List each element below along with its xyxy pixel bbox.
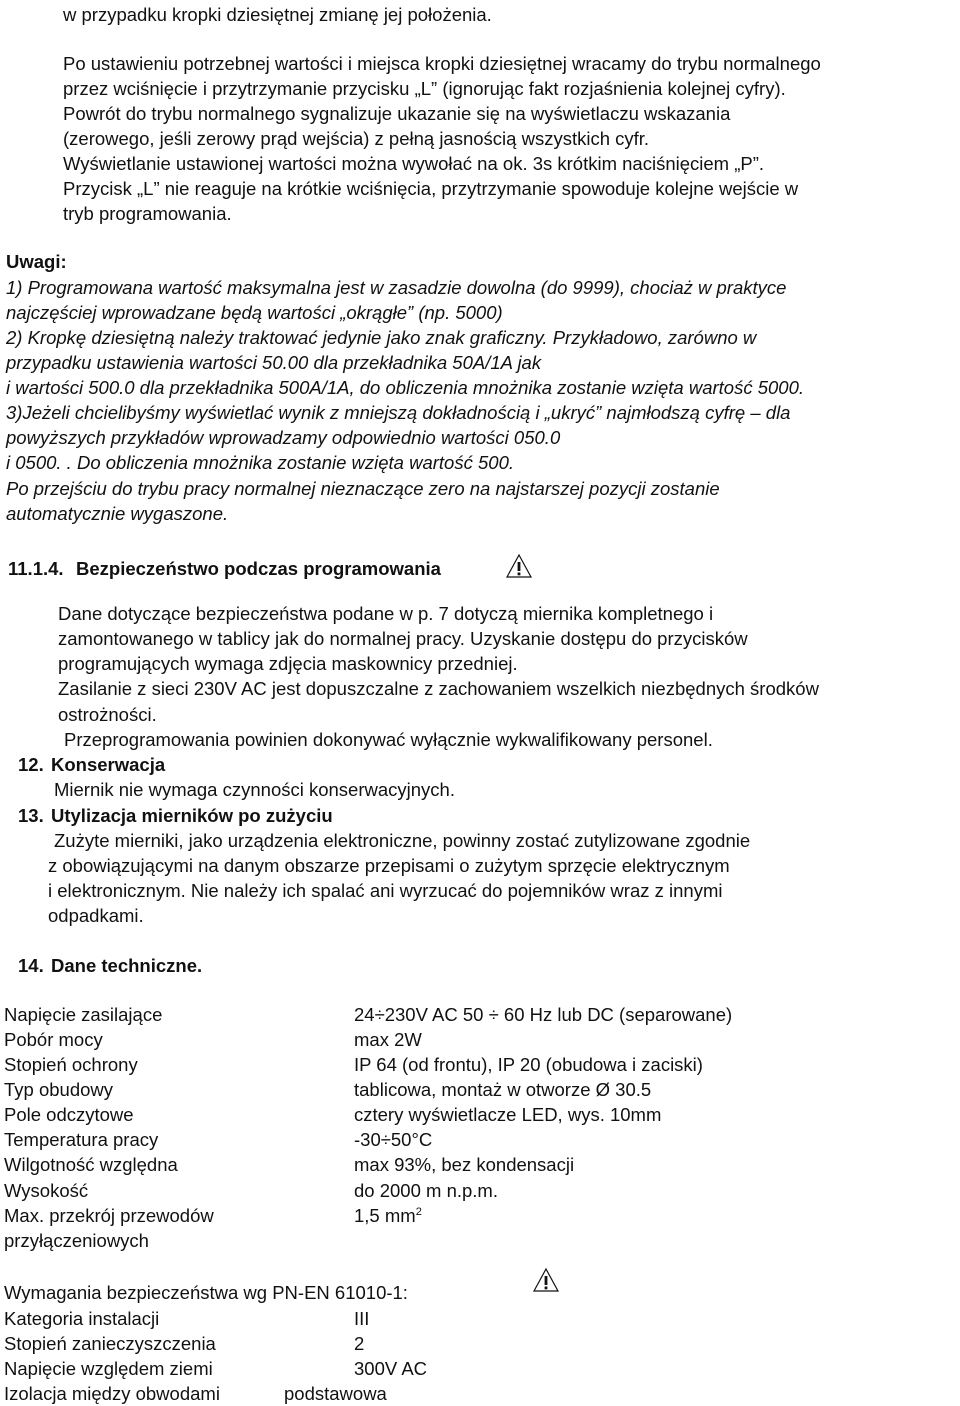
spec-label: Wilgotność względna xyxy=(4,1154,178,1175)
spec-label: Typ obudowy xyxy=(4,1079,114,1100)
section-title: Konserwacja xyxy=(51,754,166,775)
disposal-text-line: Zużyte mierniki, jako urządzenia elektroniczne, powinny zostać zutylizowane zgodnie xyxy=(54,830,751,851)
section-number: 14. xyxy=(18,955,44,976)
warning-triangle-icon xyxy=(505,553,533,579)
warning-triangle-icon xyxy=(532,1267,560,1293)
notes-heading: Uwagi: xyxy=(6,251,67,272)
intro-line: przez wciśnięcie i przytrzymanie przycisku „L” (ignorując fakt rozjaśnienia kolejnej cyfry). xyxy=(63,78,786,99)
spec-value: IP 64 (od frontu), IP 20 (obudowa i zaciski) xyxy=(354,1054,703,1075)
spec-value: cztery wyświetlacze LED, wys. 10mm xyxy=(354,1104,662,1125)
spec-value: 24÷230V AC 50 ÷ 60 Hz lub DC (separowane) xyxy=(354,1004,733,1025)
section-number: 11.1.4. xyxy=(8,558,64,579)
spec-value: tablicowa, montaż w otworze Ø 30.5 xyxy=(354,1079,652,1100)
spec-value: -30÷50°C xyxy=(354,1129,433,1150)
spec-label: Max. przekrój przewodów xyxy=(4,1205,214,1226)
spec-label: Pobór mocy xyxy=(4,1029,103,1050)
spec-value: max 93%, bez kondensacji xyxy=(354,1154,575,1175)
spec-value-wire xyxy=(354,1203,422,1228)
note-line: i wartości 500.0 dla przekładnika 500A/1A, do obliczenia mnożnika zostanie wzięta wartość 5000. xyxy=(6,377,805,398)
safety-text-line: ostrożności. xyxy=(58,704,157,725)
safety-label: Izolacja między obwodami xyxy=(4,1383,220,1404)
safety-text-line: Dane dotyczące bezpieczeństwa podane w p. 7 dotyczą miernika kompletnego i xyxy=(58,603,714,624)
section-title: Utylizacja mierników po zużyciu xyxy=(51,805,333,826)
note-line: powyższych przykładów wprowadzamy odpowiednio wartości 050.0 xyxy=(6,427,561,448)
note-line: najczęściej wprowadzane będą wartości „okrągłe” (np. 5000) xyxy=(6,302,503,323)
safety-value: podstawowa xyxy=(284,1383,387,1404)
spec-label: Wysokość xyxy=(4,1180,89,1201)
section-title: Bezpieczeństwo podczas programowania xyxy=(76,558,441,579)
safety-value: 2 xyxy=(354,1333,365,1354)
safety-label: Kategoria instalacji xyxy=(4,1308,160,1329)
intro-line: (zerowego, jeśli zerowy prąd wejścia) z pełną jasnością wszystkich cyfr. xyxy=(63,128,650,149)
spec-value: max 2W xyxy=(354,1029,422,1050)
spec-label: Napięcie zasilające xyxy=(4,1004,163,1025)
spec-value: 1,5 mm xyxy=(354,1205,416,1226)
spec-label: Temperatura pracy xyxy=(4,1129,159,1150)
safety-text-line: zamontowanego w tablicy jak do normalnej pracy. Uzyskanie dostępu do przycisków xyxy=(58,628,748,649)
safety-label: Napięcie względem ziemi xyxy=(4,1358,213,1379)
spec-label: Pole odczytowe xyxy=(4,1104,134,1125)
safety-text-line: Zasilanie z sieci 230V AC jest dopuszczalne z zachowaniem wszelkich niezbędnych środków xyxy=(58,678,819,699)
safety-label: Stopień zanieczyszczenia xyxy=(4,1333,216,1354)
note-line: automatycznie wygaszone. xyxy=(6,503,229,524)
safety-heading: Wymagania bezpieczeństwa wg PN-EN 61010-1: xyxy=(4,1282,408,1303)
note-line: 3)Jeżeli chcielibyśmy wyświetlać wynik z mniejszą dokładnością i „ukryć” najmłodszą cyfrę – dla xyxy=(6,402,791,423)
intro-line: Przycisk „L” nie reaguje na krótkie wciśnięcia, przytrzymanie spowoduje kolejne wejście w xyxy=(63,178,799,199)
note-line: i 0500. . Do obliczenia mnożnika zostanie wzięta wartość 500. xyxy=(6,452,514,473)
intro-line: Wyświetlanie ustawionej wartości można wywołać na ok. 3s krótkim naciśnięciem „P”. xyxy=(63,153,765,174)
intro-line: tryb programowania. xyxy=(63,203,232,224)
note-line: przypadku ustawienia wartości 50.00 dla przekładnika 50A/1A jak xyxy=(6,352,542,373)
section-number: 12. xyxy=(18,754,44,775)
note-line: 2) Kropkę dziesiętną należy traktować jedynie jako znak graficzny. Przykładowo, zarówno w xyxy=(6,327,757,348)
safety-value: 300V AC xyxy=(354,1358,428,1379)
intro-line: Powrót do trybu normalnego sygnalizuje ukazanie się na wyświetlaczu wskazania xyxy=(63,103,731,124)
safety-text-line: programujących wymaga zdjęcia maskownicy przedniej. xyxy=(58,653,518,674)
section-number: 13. xyxy=(18,805,44,826)
spec-value: do 2000 m n.p.m. xyxy=(354,1180,498,1201)
disposal-text-line: odpadkami. xyxy=(48,905,144,926)
spec-label-continuation: przyłączeniowych xyxy=(4,1230,149,1251)
intro-line: Po ustawieniu potrzebnej wartości i miejsca kropki dziesiętnej wracamy do trybu normalnego xyxy=(63,53,821,74)
spec-label: Stopień ochrony xyxy=(4,1054,138,1075)
superscript: 2 xyxy=(415,1205,422,1218)
disposal-text-line: z obowiązującymi na danym obszarze przepisami o zużytym sprzęcie elektrycznym xyxy=(48,855,730,876)
note-line: Po przejściu do trybu pracy normalnej nieznaczące zero na najstarszej pozycji zostanie xyxy=(6,478,720,499)
section-title: Dane techniczne. xyxy=(51,955,203,976)
note-line: 1) Programowana wartość maksymalna jest w zasadzie dowolna (do 9999), chociaż w praktyce xyxy=(6,277,787,298)
safety-value: III xyxy=(354,1308,370,1329)
maintenance-text: Miernik nie wymaga czynności konserwacyjnych. xyxy=(54,779,455,800)
disposal-text-line: i elektronicznym. Nie należy ich spalać ani wyrzucać do pojemników wraz z innymi xyxy=(48,880,723,901)
safety-text-line: Przeprogramowania powinien dokonywać wyłącznie wykwalifikowany personel. xyxy=(64,729,713,750)
intro-line: w przypadku kropki dziesiętnej zmianę jej położenia. xyxy=(63,4,492,25)
